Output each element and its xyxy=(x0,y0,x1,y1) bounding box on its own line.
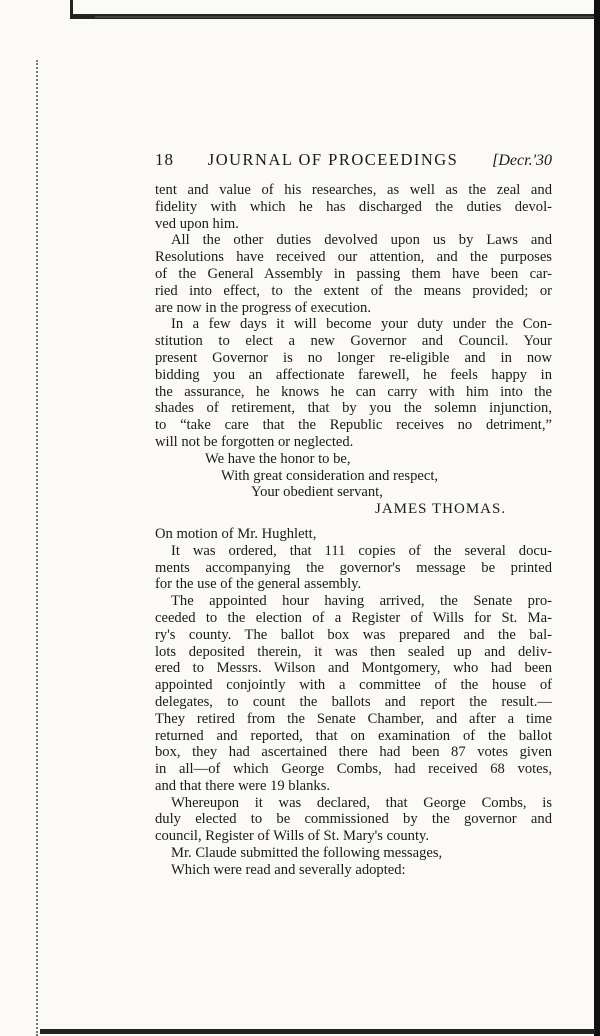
text-line: for the use of the general assembly. xyxy=(155,576,362,593)
text-line: the assurance, he knows he can carry with him into the xyxy=(155,383,552,400)
page-bottom-border xyxy=(40,1029,595,1034)
text-line: appointed conjointly with a committee of the house of xyxy=(155,677,552,694)
text-line: shades of retirement, that by you the solemn injunction, xyxy=(155,400,552,417)
text-line: Whereupon it was declared, that George Combs, is xyxy=(171,794,552,811)
text-line: in all—of which George Combs, had received 68 votes, xyxy=(155,761,552,778)
text-line: With great consideration and respect, xyxy=(221,467,439,484)
text-line: and that there were 19 blanks. xyxy=(155,777,331,794)
text-line: are now in the progress of execution. xyxy=(155,299,371,316)
text-line: ceeded to the election of a Register of Wills for St. Ma- xyxy=(155,609,552,626)
text-line: duly elected to be commissioned by the governor and xyxy=(155,811,552,828)
text-line: The appointed hour having arrived, the Senate pro- xyxy=(171,593,552,610)
text-line: In a few days it will become your duty under the Con- xyxy=(171,316,552,333)
text-line: ry's county. The ballot box was prepared and the bal- xyxy=(155,626,552,643)
text-line: council, Register of Wills of St. Mary's county. xyxy=(155,828,430,845)
running-header xyxy=(155,150,552,170)
text-line: All the other duties devolved upon us by Laws and xyxy=(171,232,552,249)
text-line: ried into effect, to the extent of the means provided; or xyxy=(155,282,552,299)
text-line: stitution to elect a new Governor and Council. Your xyxy=(155,333,552,350)
page-right-border xyxy=(594,0,600,1036)
text-line: returned and reported, that on examination of the ballot xyxy=(155,727,552,744)
text-line: They retired from the Senate Chamber, and after a time xyxy=(155,710,552,727)
page-number: 18 xyxy=(155,150,174,169)
page-top-rule xyxy=(95,16,600,18)
text-line: ments accompanying the governor's message be printed xyxy=(155,559,552,576)
text-line: bidding you an affectionate farewell, he feels happy in xyxy=(155,366,552,383)
text-line: ved upon him. xyxy=(155,215,239,232)
text-line: Mr. Claude submitted the following messages, xyxy=(171,845,443,862)
body-text xyxy=(155,182,552,879)
page-text-block xyxy=(155,150,552,879)
text-line: We have the honor to be, xyxy=(205,450,351,467)
text-line: of the General Assembly in passing them have been car- xyxy=(155,265,552,282)
text-line: Which were read and severally adopted: xyxy=(171,861,406,878)
journal-title: JOURNAL OF PROCEEDINGS xyxy=(207,150,459,169)
text-line: JAMES THOMAS. xyxy=(375,501,507,518)
text-line: tent and value of his researches, as well as the zeal and xyxy=(155,182,552,198)
text-line: On motion of Mr. Hughlett, xyxy=(155,525,317,542)
text-line: delegates, to count the ballots and report the result.— xyxy=(155,693,552,710)
text-line: fidelity with which he has discharged the duties devol- xyxy=(155,198,552,215)
page-binding-edge xyxy=(36,60,44,1036)
text-line: present Governor is no longer re-eligible and in now xyxy=(155,349,552,366)
text-line: lots deposited therein, it was then sealed up and deliv- xyxy=(155,643,552,660)
text-line: ered to Messrs. Wilson and Montgomery, who had been xyxy=(155,660,552,677)
text-line: It was ordered, that 111 copies of the several docu- xyxy=(171,542,552,559)
header-date: [Decr.'30 xyxy=(492,152,552,169)
text-line: will not be forgotten or neglected. xyxy=(155,433,354,450)
text-line: box, they had ascertained there had been 87 votes given xyxy=(155,744,552,761)
text-line: Resolutions have received our attention, and the purposes xyxy=(155,249,552,266)
text-line: Your obedient servant, xyxy=(251,484,383,501)
text-line: to “take care that the Republic receives no detriment,” xyxy=(155,417,552,434)
